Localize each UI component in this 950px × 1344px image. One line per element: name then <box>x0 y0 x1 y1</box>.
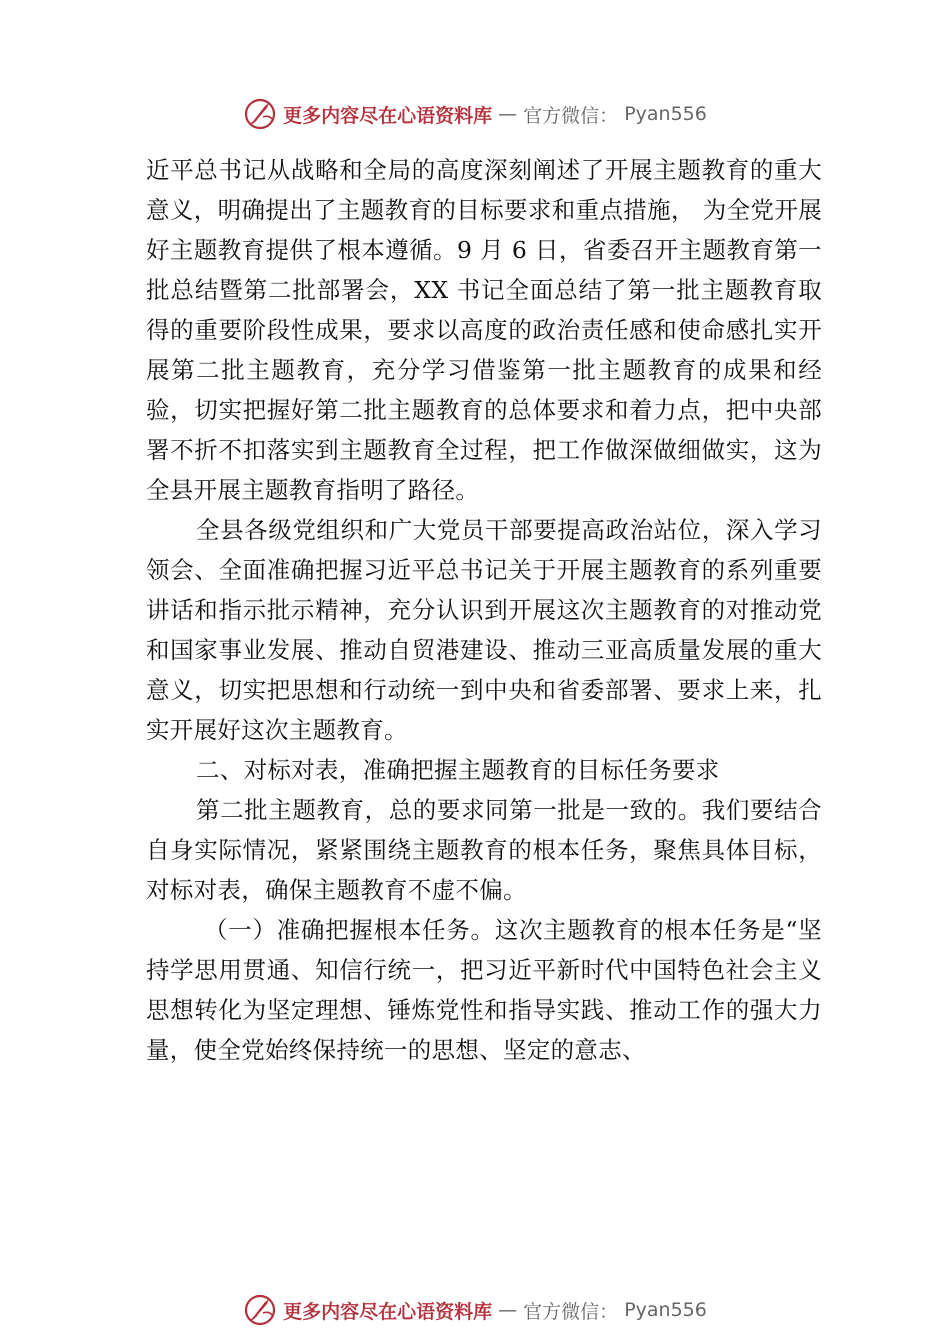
section-heading: 二、对标对表，准确把握主题教育的目标任务要求 <box>196 756 720 784</box>
quill-pen-logo-icon <box>243 97 277 131</box>
watermark-contact-id: Pyan556 <box>624 103 707 125</box>
watermark-dash: — <box>498 103 518 125</box>
body-paragraph-2: 全县各级党组织和广大党员干部要提高政治站位，深入学习领会、全面准确把握习近平总书记关于开展主题教育的系列重要讲话和指示批示精神，充分认识到开展这次主题教育的对推动党和国家事业发展、推动自贸港建设、推动三亚高质量发展的重大意义，切实把思想和行动统一到中央和省委部署、要求上来，扎实开展好这次主题教育。 <box>146 516 822 744</box>
header-watermark <box>0 94 950 134</box>
watermark-contact-id: Pyan556 <box>624 1299 707 1321</box>
footer-watermark <box>0 1290 950 1330</box>
body-paragraph-3: 第二批主题教育，总的要求同第一批是一致的。我们要结合自身实际情况，紧紧围绕主题教育的根本任务，聚焦具体目标，对标对表，确保主题教育不虚不偏。 <box>146 796 822 904</box>
watermark-contact-label: 官方微信： <box>523 1300 619 1323</box>
document-body <box>146 150 822 1070</box>
body-paragraph-4: （一）准确把握根本任务。这次主题教育的根本任务是“坚持学思用贯通、知信行统一，把习近平新时代中国特色社会主义思想转化为坚定理想、锤炼党性和指导实践、推动工作的强大力量，使全党始终保持统一的思想、坚定的意志、 <box>146 916 822 1064</box>
watermark-dash: — <box>498 1299 518 1321</box>
watermark-contact-label: 官方微信： <box>523 104 619 127</box>
watermark-brand: 更多内容尽在心语资料库 <box>283 104 493 127</box>
body-paragraph-1: 近平总书记从战略和全局的高度深刻阐述了开展主题教育的重大意义，明确提出了主题教育的目标要求和重点措施， 为全党开展好主题教育提供了根本遵循。9 月 6 日，省委召开主题教育第一批总结暨第二批部署会，XX 书记全面总结了第一批主题教育取得的重要阶段性成果，要求以高度的政治责任感和使命感扎实开展第二批主题教育，充分学习借鉴第一批主题教育的成果和经验，切实把握好第二批主题教育的总体要求和着力点，把中央部署不折不扣落实到主题教育全过程，把工作做深做细做实，这为全县开展主题教育指明了路径。 <box>146 156 822 504</box>
quill-pen-logo-icon <box>243 1293 277 1327</box>
watermark-brand: 更多内容尽在心语资料库 <box>283 1300 493 1323</box>
